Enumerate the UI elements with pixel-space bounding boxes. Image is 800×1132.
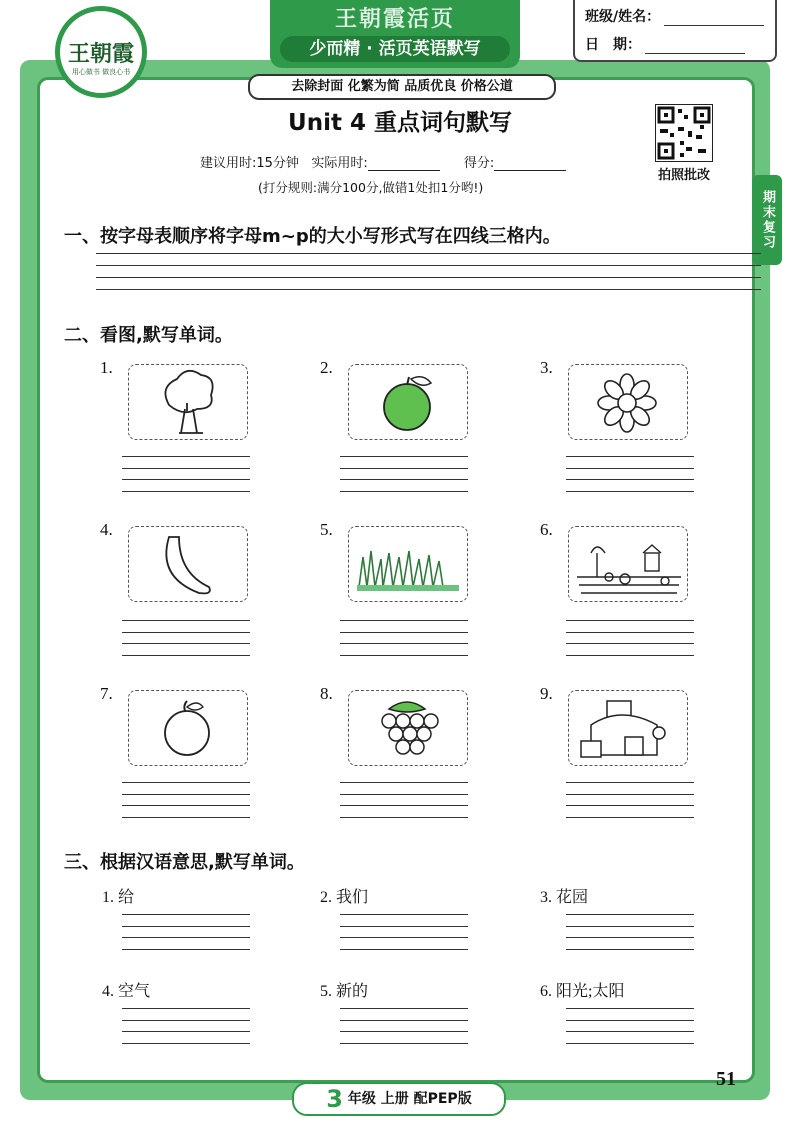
logo-subtext: 用心做书 做良心书 [71,68,131,76]
flower-icon [568,364,688,440]
item-number: 8. [320,684,333,703]
item-number: 5. [320,520,333,539]
word-prompt: 3. 花园 [540,889,589,906]
answer-lines[interactable] [340,914,468,960]
item-number: 9. [540,684,553,703]
answer-lines[interactable] [122,456,250,502]
answer-lines[interactable] [340,782,468,828]
qr-code-icon[interactable] [655,104,713,162]
word-prompt: 5. 新的 [320,983,369,1000]
word-prompt: 2. 我们 [320,889,369,906]
banana-icon [128,526,248,602]
time-score-row [200,152,586,171]
answer-lines[interactable] [566,914,694,960]
item-number: 4. [100,520,113,539]
section1-title: 一、按字母表顺序将字母m~p的大小写形式写在四线三格内。 [64,226,561,247]
page-number: 51 [716,1068,736,1090]
grade-number: 3 [326,1085,343,1113]
answer-lines[interactable] [122,914,250,960]
scoring-rule: (打分规则:满分100分,做错1处扣1分哟!) [258,180,484,195]
actual-time-field[interactable] [368,156,440,171]
name-row [585,6,764,26]
farm-icon [568,526,688,602]
orange-icon [128,690,248,766]
grapes-icon [348,690,468,766]
word-prompt: 1. 给 [102,889,135,906]
grass-icon [348,526,468,602]
word-prompt: 4. 空气 [102,983,151,1000]
answer-lines[interactable] [122,782,250,828]
item-number: 2. [320,358,333,377]
logo-text: 王朝霞 [67,41,134,67]
section3-title: 三、根据汉语意思,默写单词。 [64,852,305,873]
answer-lines[interactable] [566,456,694,502]
answer-lines[interactable] [340,456,468,502]
answer-lines[interactable] [340,1008,468,1054]
actual-time-label: 实际用时: [311,156,368,171]
date-label: 日 期： [585,37,641,53]
qr-label: 拍照批改 [657,168,710,183]
top-banner [270,0,520,68]
banner-title: 王朝霞活页 [334,7,455,32]
student-info-box [573,0,777,62]
answer-lines[interactable] [566,620,694,666]
answer-lines[interactable] [122,1008,250,1054]
apple-icon [348,364,468,440]
item-number: 7. [100,684,113,703]
date-field[interactable] [645,37,745,54]
grade-text: 年级 上册 配PEP版 [347,1091,472,1107]
suggested-time: 建议用时:15分钟 [200,156,299,171]
item-number: 1. [100,358,113,377]
answer-lines[interactable] [122,620,250,666]
four-line-grid[interactable] [96,253,761,301]
name-label: 班级/姓名： [585,9,661,25]
school-icon [568,690,688,766]
item-number: 3. [540,358,553,377]
page-title: Unit 4 重点词句默写 [288,110,512,136]
name-field[interactable] [664,9,764,26]
slogan: 去除封面 化繁为简 品质优良 价格公道 [248,74,556,100]
tree-icon [128,364,248,440]
date-row [585,34,745,54]
side-tab-final-review: 期末复习 [752,175,782,265]
answer-lines[interactable] [566,1008,694,1054]
banner-subtitle: 少而精 · 活页英语默写 [280,36,510,62]
answer-lines[interactable] [340,620,468,666]
item-number: 6. [540,520,553,539]
section2-title: 二、看图,默写单词。 [64,325,233,346]
grade-badge [292,1082,506,1116]
word-prompt: 6. 阳光;太阳 [540,983,625,1000]
score-label: 得分: [463,156,495,171]
answer-lines[interactable] [566,782,694,828]
brand-logo [55,6,147,98]
score-field[interactable] [494,156,566,171]
